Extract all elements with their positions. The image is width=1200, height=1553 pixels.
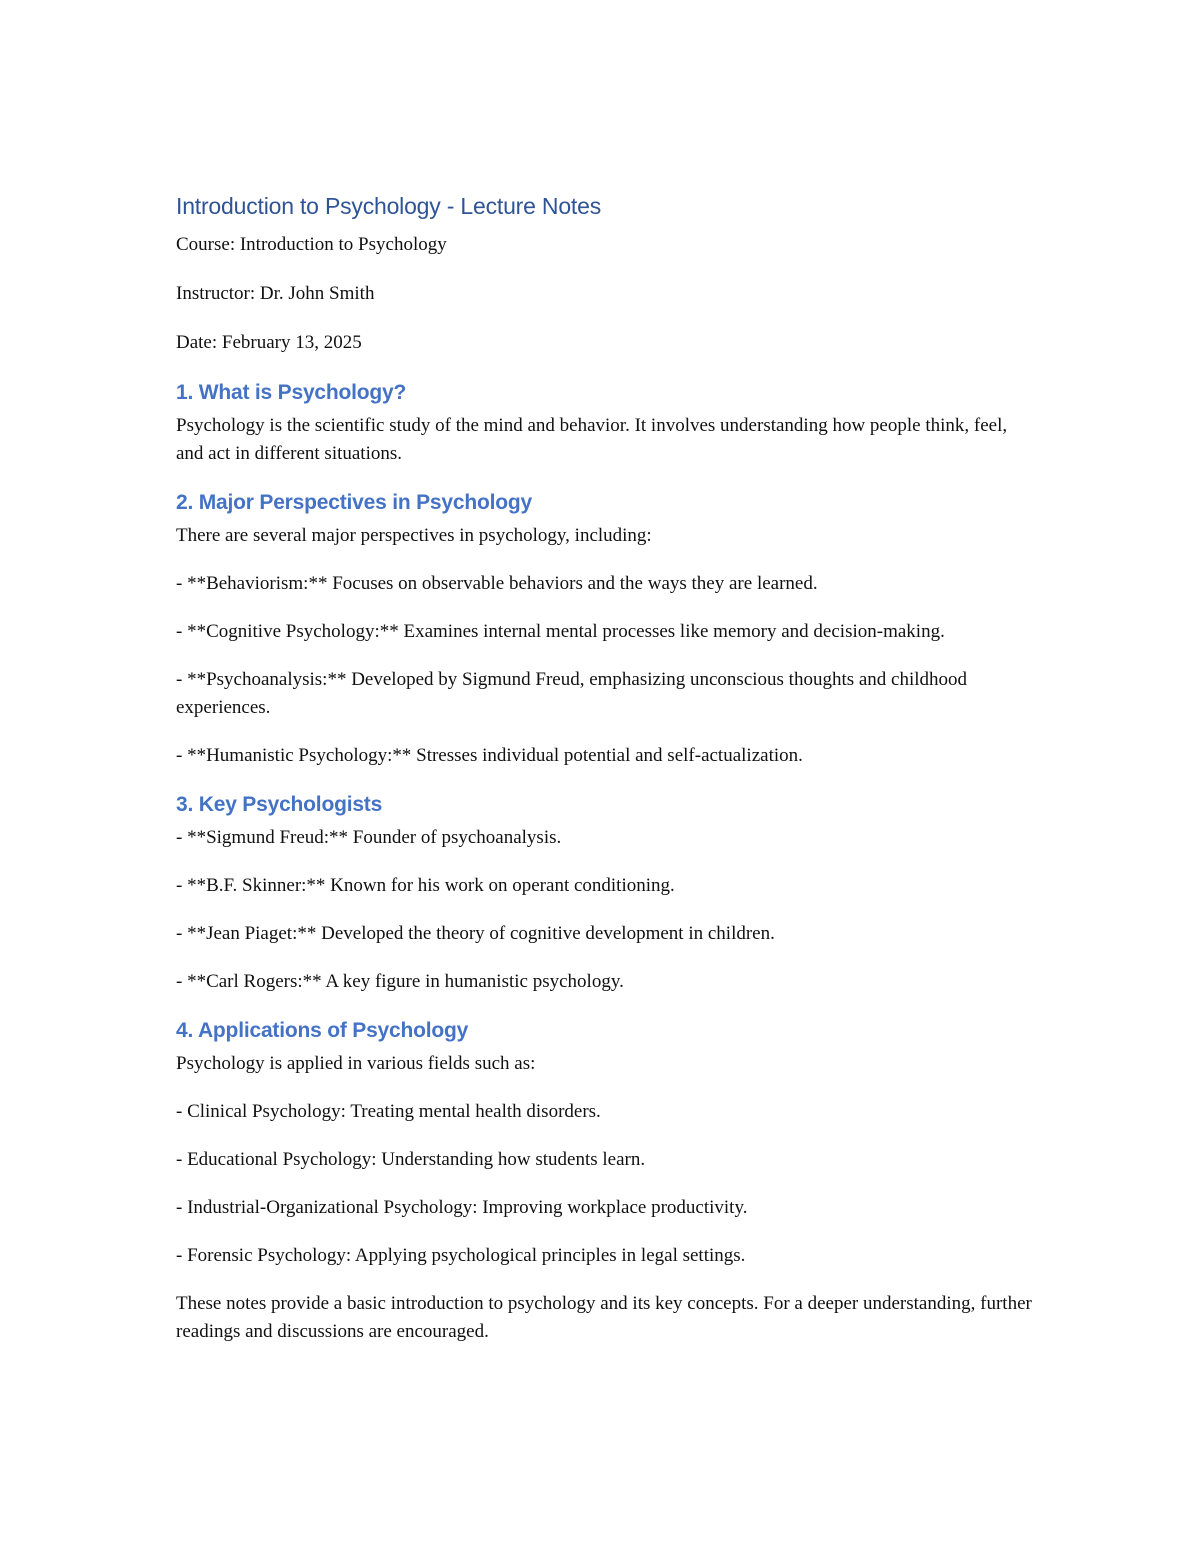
list-item: - **B.F. Skinner:** Known for his work on operant conditioning. xyxy=(176,875,675,896)
list-item: - Educational Psychology: Understanding how students learn. xyxy=(176,1149,646,1170)
date-line: Date: February 13, 2025 xyxy=(176,332,362,353)
list-item: - Industrial-Organizational Psychology: Improving workplace productivity. xyxy=(176,1197,748,1218)
instructor-line: Instructor: Dr. John Smith xyxy=(176,283,375,304)
section-heading-what-is-psychology: 1. What is Psychology? xyxy=(176,381,407,404)
list-item: - Clinical Psychology: Treating mental health disorders. xyxy=(176,1101,601,1122)
section-heading-major-perspectives: 2. Major Perspectives in Psychology xyxy=(176,491,532,514)
list-item: - **Jean Piaget:** Developed the theory of cognitive development in children. xyxy=(176,923,775,944)
list-item: - Forensic Psychology: Applying psychological principles in legal settings. xyxy=(176,1245,746,1266)
document-title: Introduction to Psychology - Lecture Notes xyxy=(176,193,601,219)
section-paragraph: Psychology is the scientific study of the mind and behavior. It involves understanding how people think, feel, and act in different situations. xyxy=(176,415,1008,464)
list-item: - **Carl Rogers:** A key figure in humanistic psychology. xyxy=(176,971,624,992)
section-heading-applications: 4. Applications of Psychology xyxy=(176,1019,469,1042)
list-item: - **Sigmund Freud:** Founder of psychoanalysis. xyxy=(176,827,562,848)
section-paragraph: There are several major perspectives in psychology, including: xyxy=(176,525,652,546)
list-item: - **Psychoanalysis:** Developed by Sigmund Freud, emphasizing unconscious thoughts and childhood experiences. xyxy=(176,669,968,718)
closing-paragraph: These notes provide a basic introduction to psychology and its key concepts. For a deeper understanding, further readings and discussions are encouraged. xyxy=(176,1293,1032,1342)
list-item: - **Behaviorism:** Focuses on observable behaviors and the ways they are learned. xyxy=(176,573,818,594)
list-item: - **Cognitive Psychology:** Examines internal mental processes like memory and decision-making. xyxy=(176,621,945,642)
section-paragraph: Psychology is applied in various fields such as: xyxy=(176,1053,536,1074)
list-item: - **Humanistic Psychology:** Stresses individual potential and self-actualization. xyxy=(176,745,803,766)
course-line: Course: Introduction to Psychology xyxy=(176,234,447,255)
section-heading-key-psychologists: 3. Key Psychologists xyxy=(176,793,383,816)
document-page xyxy=(176,190,1036,1366)
